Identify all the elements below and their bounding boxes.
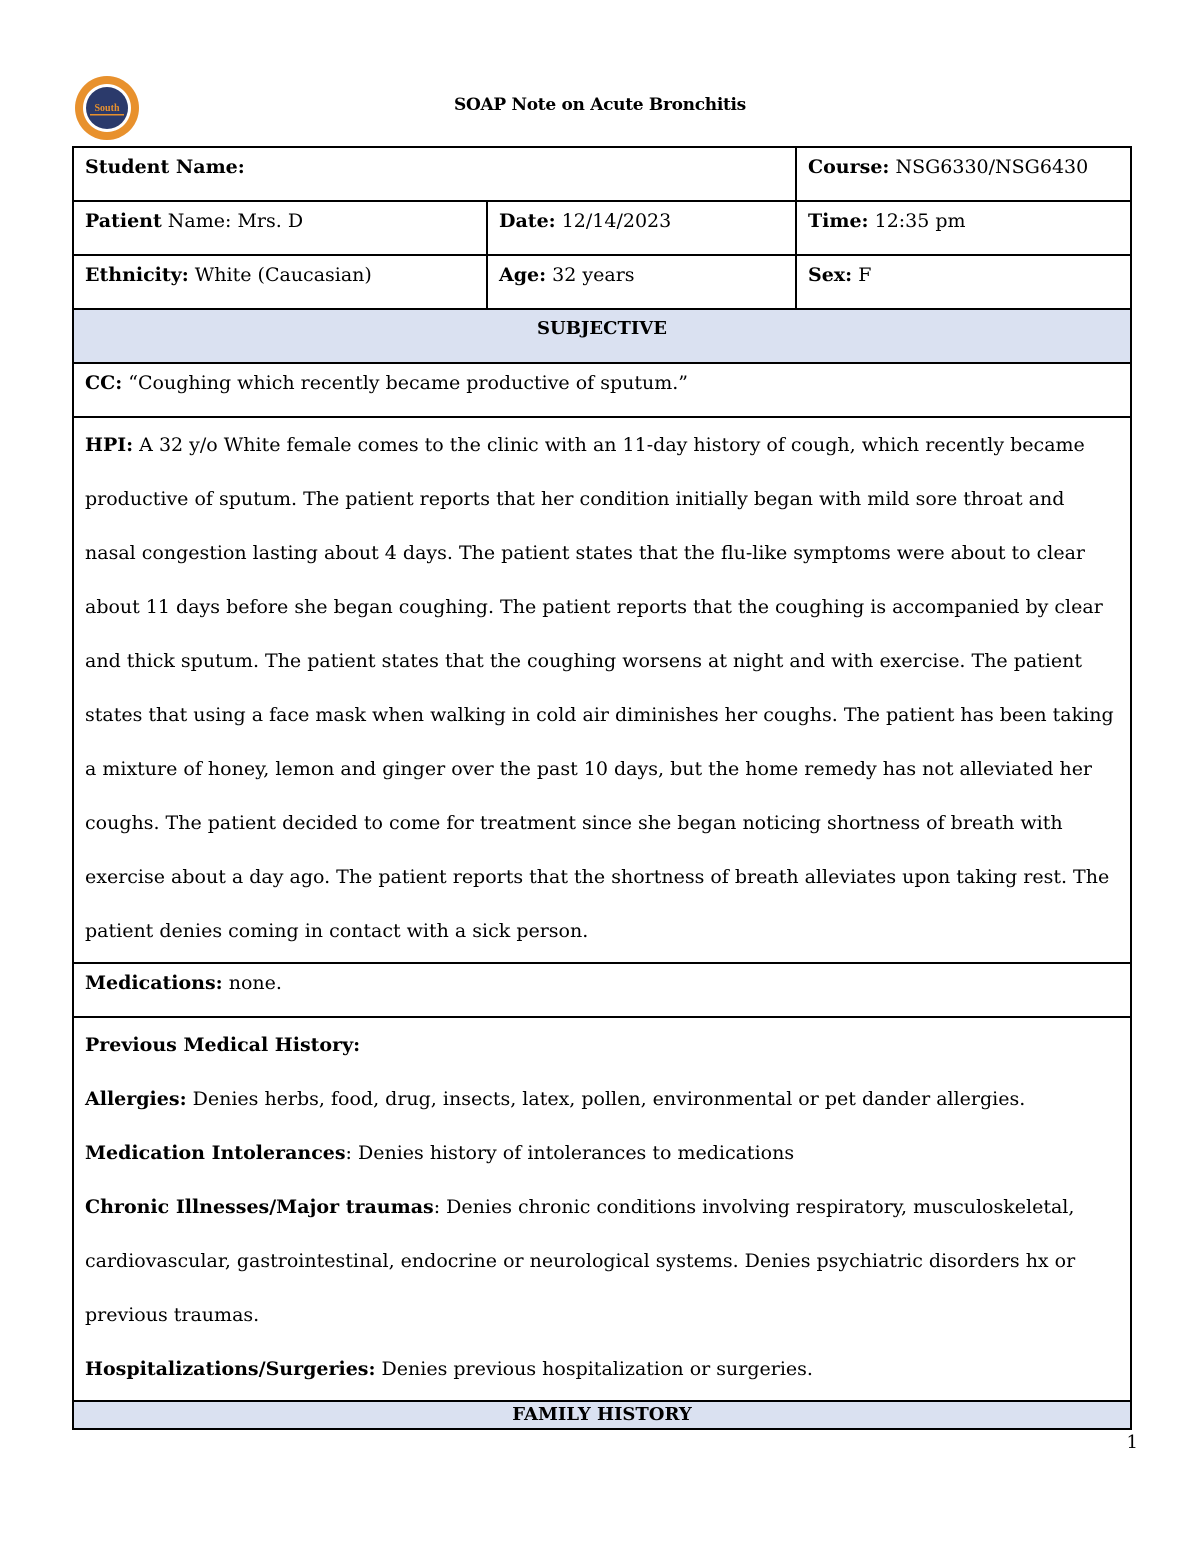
- sex-cell: [796, 255, 1131, 309]
- age-value: 32 years: [546, 264, 635, 286]
- patient-value: Name: Mrs. D: [161, 210, 304, 232]
- medications-cell: [73, 963, 1131, 1017]
- patient-label: Patient: [85, 210, 162, 232]
- demographics-row: [73, 255, 1131, 309]
- ethnicity-cell: [73, 255, 487, 309]
- intolerances-value: : Denies history of intolerances to medications: [345, 1142, 795, 1164]
- hospitalizations-value: Denies previous hospitalization or surgeries.: [375, 1358, 813, 1380]
- date-label: Date:: [499, 210, 556, 232]
- patient-row: [73, 201, 1131, 255]
- medications-value: none.: [222, 972, 282, 994]
- sex-value: F: [852, 264, 872, 286]
- age-cell: [487, 255, 796, 309]
- hpi-text: A 32 y/o White female comes to the clinic with an 11-day history of cough, which recently became productive of sputum. The patient reports that her condition initially began with mild sore throat and nasal congestion lasting about 4 days. The patient states that the flu-like symptoms were about to clear about 11 days before she began coughing. The patient reports that the coughing is accompanied by clear and thick sputum. The patient states that the coughing worsens at night and with exercise. The patient states that using a face mask when walking in cold air diminishes her coughs. The patient has been taking a mixture of honey, lemon and ginger over the past 10 days, but the home remedy has not alleviated her coughs. The patient decided to come for treatment since she began noticing shortness of breath with exercise about a day ago. The patient reports that the shortness of breath alleviates upon taking rest. The patient denies coming in contact with a sick person.: [85, 434, 1114, 942]
- allergies-value: Denies herbs, food, drug, insects, latex, pollen, environmental or pet dander allergies.: [186, 1088, 1026, 1110]
- hpi-row: [73, 417, 1131, 963]
- soap-table: [72, 146, 1132, 1430]
- hpi-cell: [73, 417, 1131, 963]
- pmh-row: [73, 1017, 1131, 1401]
- intolerances-label: Medication Intolerances: [85, 1142, 346, 1164]
- date-cell: [487, 201, 796, 255]
- date-value: 12/14/2023: [555, 210, 672, 232]
- page-number: 1: [1126, 1432, 1138, 1453]
- cc-label: CC:: [85, 372, 123, 394]
- chronic-illnesses-value: : Denies chronic conditions involving respiratory, musculoskeletal, cardiovascular, gastrointestinal, endocrine or neurological systems. Denies psychiatric disorders hx or previous traumas.: [85, 1196, 1076, 1326]
- cc-value: “Coughing which recently became productive of sputum.”: [122, 372, 689, 394]
- medications-label: Medications:: [85, 972, 223, 994]
- subjective-heading: SUBJECTIVE: [73, 309, 1131, 363]
- logo-text: South: [94, 103, 120, 114]
- family-history-header-row: [73, 1401, 1131, 1429]
- pmh-cell: [73, 1017, 1131, 1401]
- course-label: Course:: [808, 156, 890, 178]
- student-name-cell: [73, 147, 796, 201]
- age-label: Age:: [499, 264, 547, 286]
- sex-label: Sex:: [808, 264, 853, 286]
- chronic-illnesses-line: [85, 1180, 1119, 1342]
- course-value: NSG6330/NSG6430: [889, 156, 1089, 178]
- hpi-label: HPI:: [85, 434, 134, 456]
- student-row: [73, 147, 1131, 201]
- allergies-label: Allergies:: [85, 1088, 187, 1110]
- pmh-heading: Previous Medical History:: [85, 1034, 361, 1056]
- allergies-line: [85, 1072, 1119, 1126]
- intolerances-line: [85, 1126, 1119, 1180]
- ethnicity-label: Ethnicity:: [85, 264, 189, 286]
- family-history-heading: FAMILY HISTORY: [73, 1401, 1131, 1429]
- subjective-header-row: [73, 309, 1131, 363]
- student-name-label: Student Name:: [85, 156, 245, 178]
- hpi-paragraph: [85, 418, 1119, 958]
- document-title: SOAP Note on Acute Bronchitis: [454, 95, 746, 115]
- cc-cell: [73, 363, 1131, 417]
- time-value: 12:35 pm: [868, 210, 966, 232]
- patient-cell: [73, 201, 487, 255]
- course-cell: [796, 147, 1131, 201]
- hospitalizations-line: [85, 1342, 1119, 1396]
- medications-row: [73, 963, 1131, 1017]
- ethnicity-value: White (Caucasian): [188, 264, 372, 286]
- time-label: Time:: [808, 210, 869, 232]
- time-cell: [796, 201, 1131, 255]
- cc-row: [73, 363, 1131, 417]
- chronic-illnesses-label: Chronic Illnesses/Major traumas: [85, 1196, 434, 1218]
- hospitalizations-label: Hospitalizations/Surgeries:: [85, 1358, 376, 1380]
